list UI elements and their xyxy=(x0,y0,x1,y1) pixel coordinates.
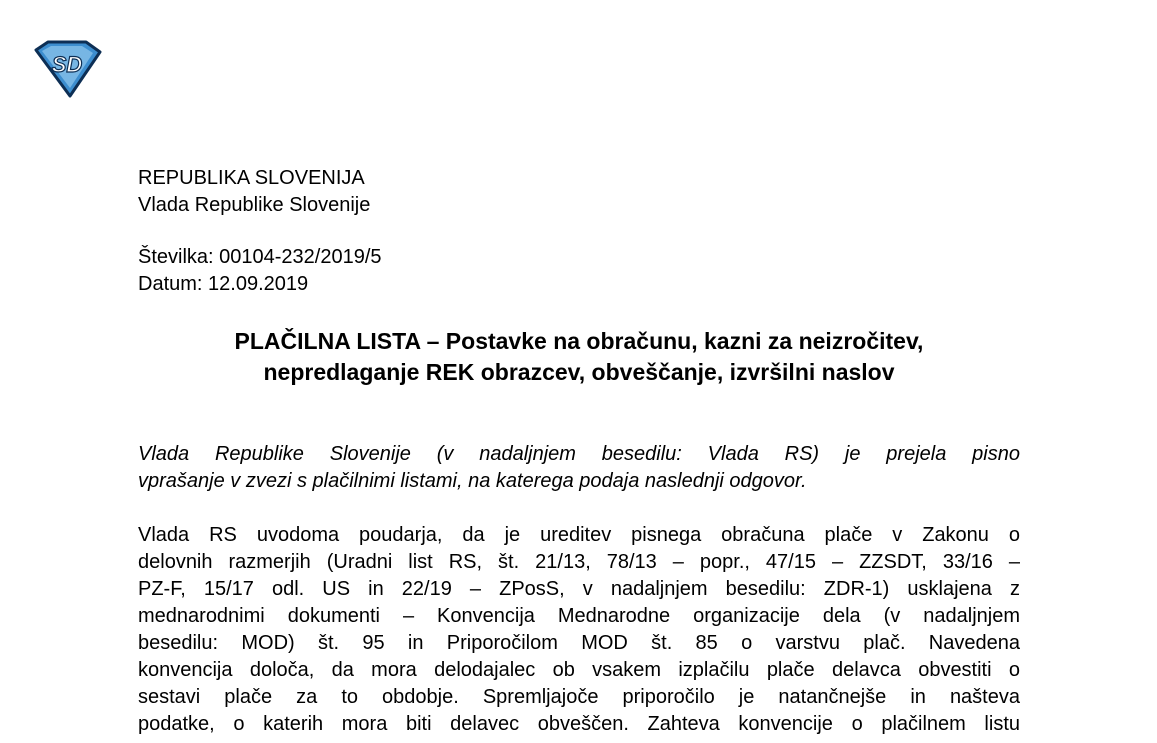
paragraph-line: delovnih razmerjih (Uradni list RS, št. 21/13, 78/13 – popr., 47/15 – ZZSDT, 33/16 – xyxy=(138,551,1020,573)
paragraph-line: PZ-F, 15/17 odl. US in 22/19 – ZPosS, v nadaljnjem besedilu: ZDR-1) usklajena z xyxy=(138,578,1020,600)
paragraph-line: sestavi plače za to obdobje. Spremljajoče priporočilo je natančnejše in našteva xyxy=(138,686,1020,708)
document-date: Datum: 12.09.2019 xyxy=(138,273,309,295)
paragraph-line: vprašanje v zvezi s plačilnimi listami, na katerega podaja naslednji odgovor. xyxy=(138,470,807,492)
header-government: Vlada Republike Slovenije xyxy=(138,194,371,216)
title-line: nepredlaganje REK obrazcev, obveščanje, izvršilni naslov xyxy=(263,359,895,385)
document-number: Številka: 00104-232/2019/5 xyxy=(138,246,382,268)
svg-text:SD: SD xyxy=(51,52,83,77)
paragraph-line: konvencija določa, da mora delodajalec ob vsakem izplačilu plače delavca obvestiti o xyxy=(138,659,1020,681)
body-paragraph xyxy=(138,522,1020,738)
header-republic: REPUBLIKA SLOVENIJA xyxy=(138,167,365,189)
paragraph-line: podatke, o katerih mora biti delavec obveščen. Zahteva konvencije o plačilnem listu xyxy=(138,713,1020,735)
paragraph-line: besedilu: MOD) št. 95 in Priporočilom MOD št. 85 o varstvu plač. Navedena xyxy=(138,632,1020,654)
document-title xyxy=(138,326,1020,388)
paragraph-line: Vlada RS uvodoma poudarja, da je ureditev pisnega obračuna plače v Zakonu o xyxy=(138,524,1020,546)
sd-logo-icon xyxy=(30,40,104,100)
intro-paragraph xyxy=(138,441,1020,495)
paragraph-line: Vlada Republike Slovenije (v nadaljnjem besedilu: Vlada RS) je prejela pisno xyxy=(138,443,1020,465)
title-line: PLAČILNA LISTA – Postavke na obračunu, kazni za neizročitev, xyxy=(234,328,924,354)
paragraph-line: mednarodnimi dokumenti – Konvencija Mednarodne organizacije dela (v nadaljnjem xyxy=(138,605,1020,627)
